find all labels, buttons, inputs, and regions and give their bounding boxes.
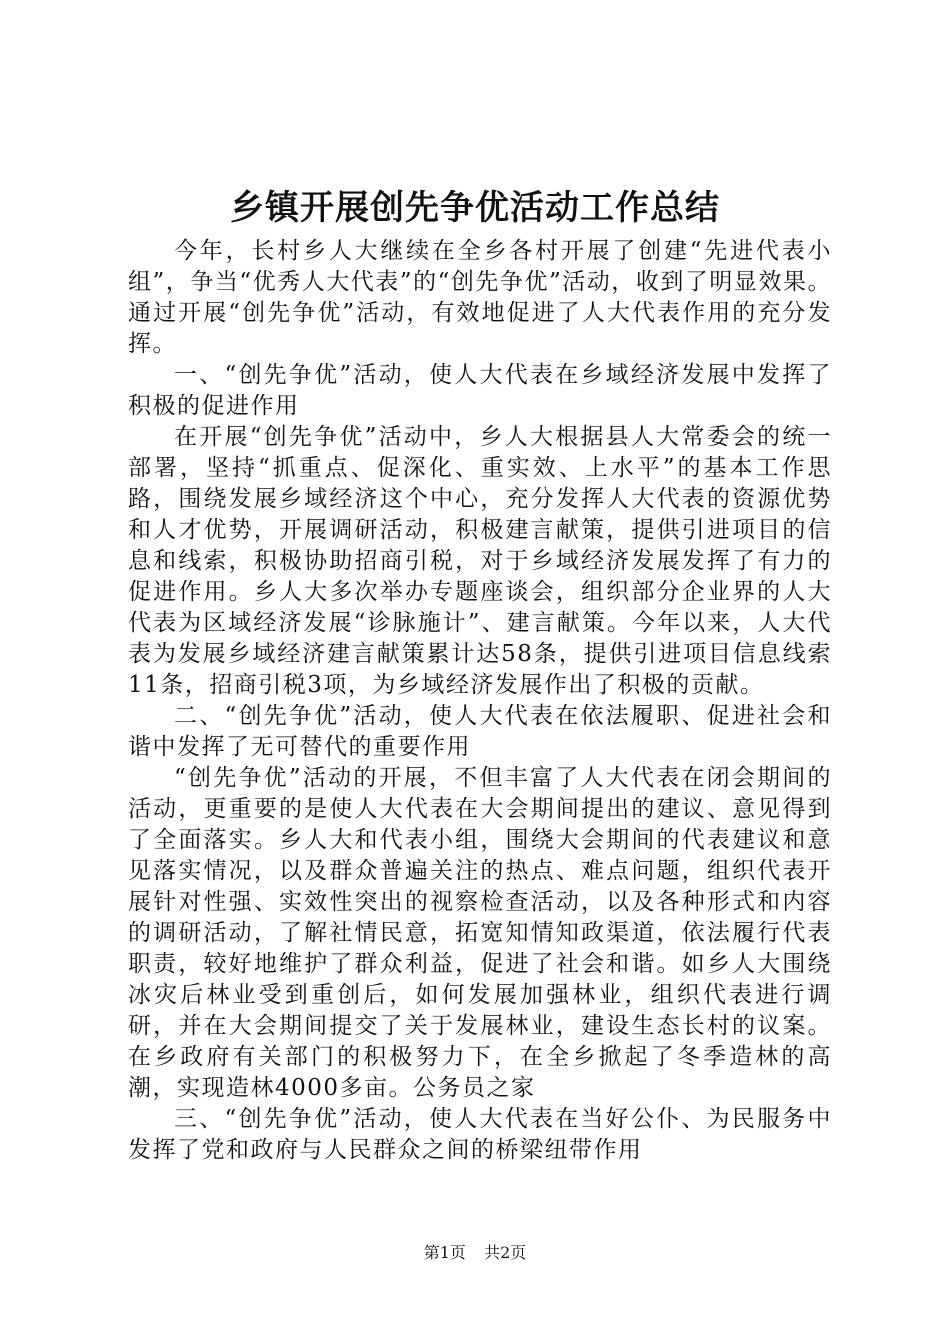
section-heading-3: 三、“创先争优”活动，使人大代表在当好公仆、为民服务中发挥了党和政府与人民群众之间的桥梁纽带作用 bbox=[128, 1106, 832, 1163]
paragraph-section-2: “创先争优”活动的开展，不但丰富了人大代表在闭会期间的活动，更重要的是使人大代表在大会期间提出的建议、意见得到了全面落实。乡人大和代表小组，围绕大会期间的代表建议和意见落实情况，以及群众普遍关注的热点、难点问题，组织代表开展针对性强、实效性突出的视察检查活动，以及各种形式和内容的调研活动，了解社情民意，拓宽知情知政渠道，依法履行代表职责，较好地维护了群众利益，促进了社会和谐。如乡人大围绕冰灾后林业受到重创后，如何发展加强林业，组织代表进行调研，并在大会期间提交了关于发展林业，建设生态长村的议案。在乡政府有关部门的积极努力下，在全乡掀起了冬季造林的高潮，实现造林4000多亩。公务员之家 bbox=[128, 765, 832, 1101]
page-total: 共2页 bbox=[484, 1243, 527, 1262]
document-title: 乡镇开展创先争优活动工作总结 bbox=[230, 188, 720, 228]
section-heading-1: 一、“创先争优”活动，使人大代表在乡域经济发展中发挥了积极的促进作用 bbox=[128, 362, 832, 419]
page-footer bbox=[0, 1242, 950, 1264]
paragraph-section-1: 在开展“创先争优”活动中，乡人大根据县人大常委会的统一部署，坚持“抓重点、促深化、重实效、上水平”的基本工作思路，围绕发展乡域经济这个中心，充分发挥人大代表的资源优势和人才优势，开展调研活动，积极建言献策，提供引进项目的信息和线索，积极协助招商引税，对于乡域经济发展发挥了有力的促进作用。乡人大多次举办专题座谈会，组织部分企业界的人大代表为区域经济发展“诊脉施计”、建言献策。今年以来，人大代表为发展乡域经济建言献策累计达58条，提供引进项目信息线索11条，招商引税3项，为乡域经济发展作出了积极的贡献。 bbox=[128, 424, 832, 698]
document-body bbox=[128, 236, 832, 1166]
page-number: 第1页 bbox=[423, 1243, 466, 1262]
section-heading-2: 二、“创先争优”活动，使人大代表在依法履职、促进社会和谐中发挥了无可替代的重要作用 bbox=[128, 703, 832, 760]
paragraph-intro: 今年，长村乡人大继续在全乡各村开展了创建“先进代表小组”，争当“优秀人大代表”的“创先争优”活动，收到了明显效果。通过开展“创先争优”活动，有效地促进了人大代表作用的充分发挥。 bbox=[128, 238, 832, 357]
